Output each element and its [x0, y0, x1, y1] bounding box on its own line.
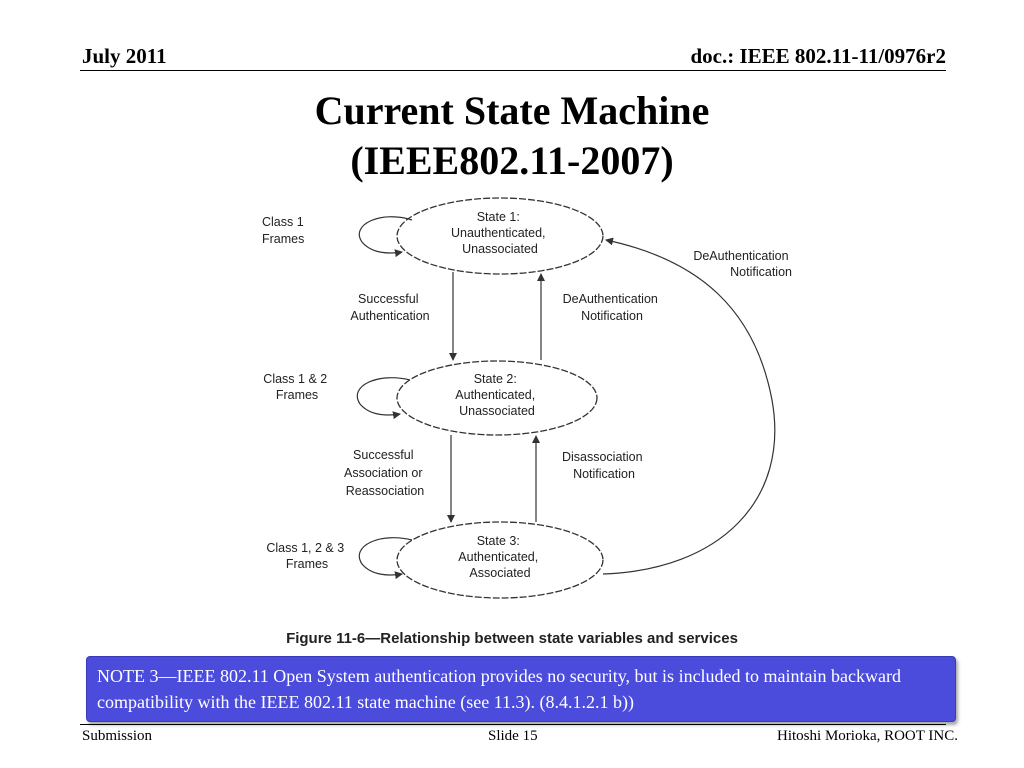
transition-assoc-label — [344, 448, 426, 498]
state-3-label — [458, 534, 541, 580]
state-3-line-1: State 3: — [476, 534, 520, 548]
loop-3-line-2: Frames — [285, 557, 329, 571]
state-1-line-2: Unauthenticated, — [451, 226, 546, 240]
transition-assoc-line-1: Successful — [353, 448, 414, 462]
header-date: July 2011 — [82, 44, 167, 68]
loop-2-label — [263, 372, 330, 402]
figure-caption: Figure 11-6—Relationship between state variables and services — [286, 630, 738, 647]
loop-1-label — [262, 215, 307, 246]
transition-deauth-3-1-line-1: DeAuthentication — [693, 249, 789, 263]
state-3-line-3: Associated — [469, 566, 531, 580]
loop-3-label — [266, 541, 347, 571]
loop-2-line-2: Frames — [275, 388, 319, 402]
transition-assoc-line-3: Reassociation — [345, 484, 425, 498]
transition-deauth-2-1-line-2: Notification — [581, 309, 643, 323]
footer-submission: Submission — [82, 728, 153, 744]
state-1-line-1: State 1: — [476, 210, 520, 224]
transition-deauth-3-1-line-2: Notification — [730, 265, 792, 279]
transition-assoc-line-2: Association or — [344, 466, 423, 480]
loop-1-line-1: Class 1 — [262, 215, 304, 229]
transition-auth-line-1: Successful — [358, 292, 419, 306]
footer-divider — [80, 724, 946, 725]
transition-disassoc-line-2: Notification — [573, 467, 635, 481]
loop-2-line-1: Class 1 & 2 — [263, 372, 328, 386]
transition-disassoc-label — [562, 450, 646, 481]
transition-auth-label — [350, 292, 429, 323]
footer-author: Hitoshi Morioka, ROOT INC. — [777, 728, 958, 744]
transition-auth-line-2: Authentication — [350, 309, 430, 323]
loop-3-line-1: Class 1, 2 & 3 — [266, 541, 345, 555]
loop-1-line-2: Frames — [262, 232, 305, 246]
state-1-label — [451, 210, 549, 256]
transition-deauth-2-1-label — [563, 292, 662, 323]
header-doc-id: doc.: IEEE 802.11-11/0976r2 — [690, 44, 946, 68]
transition-deauth-2-1-line-1: DeAuthentication — [562, 292, 658, 306]
slide-title-line-1: Current State Machine — [314, 88, 710, 133]
slide-title-line-2: (IEEE802.11-2007) — [350, 138, 674, 183]
state-2-line-1: State 2: — [473, 372, 517, 386]
state-2-line-2: Authenticated, — [455, 388, 536, 402]
self-loop-3 — [359, 538, 412, 575]
state-2-label — [455, 372, 538, 418]
note-box: NOTE 3—IEEE 802.11 Open System authentication provides no security, but is included to maintain backward compatibility with the IEEE 802.11 state machine (see 11.3). (8.4.1.2.1 b)) — [86, 656, 956, 722]
arrow-deauth-3-to-1 — [603, 240, 775, 574]
state-3-line-2: Authenticated, — [458, 550, 539, 564]
state-1-line-3: Unassociated — [462, 242, 538, 256]
transition-disassoc-line-1: Disassociation — [561, 450, 643, 464]
footer-slide-number: Slide 15 — [488, 728, 538, 744]
state-2-line-3: Unassociated — [459, 404, 535, 418]
transition-deauth-3-1-label — [693, 249, 792, 279]
